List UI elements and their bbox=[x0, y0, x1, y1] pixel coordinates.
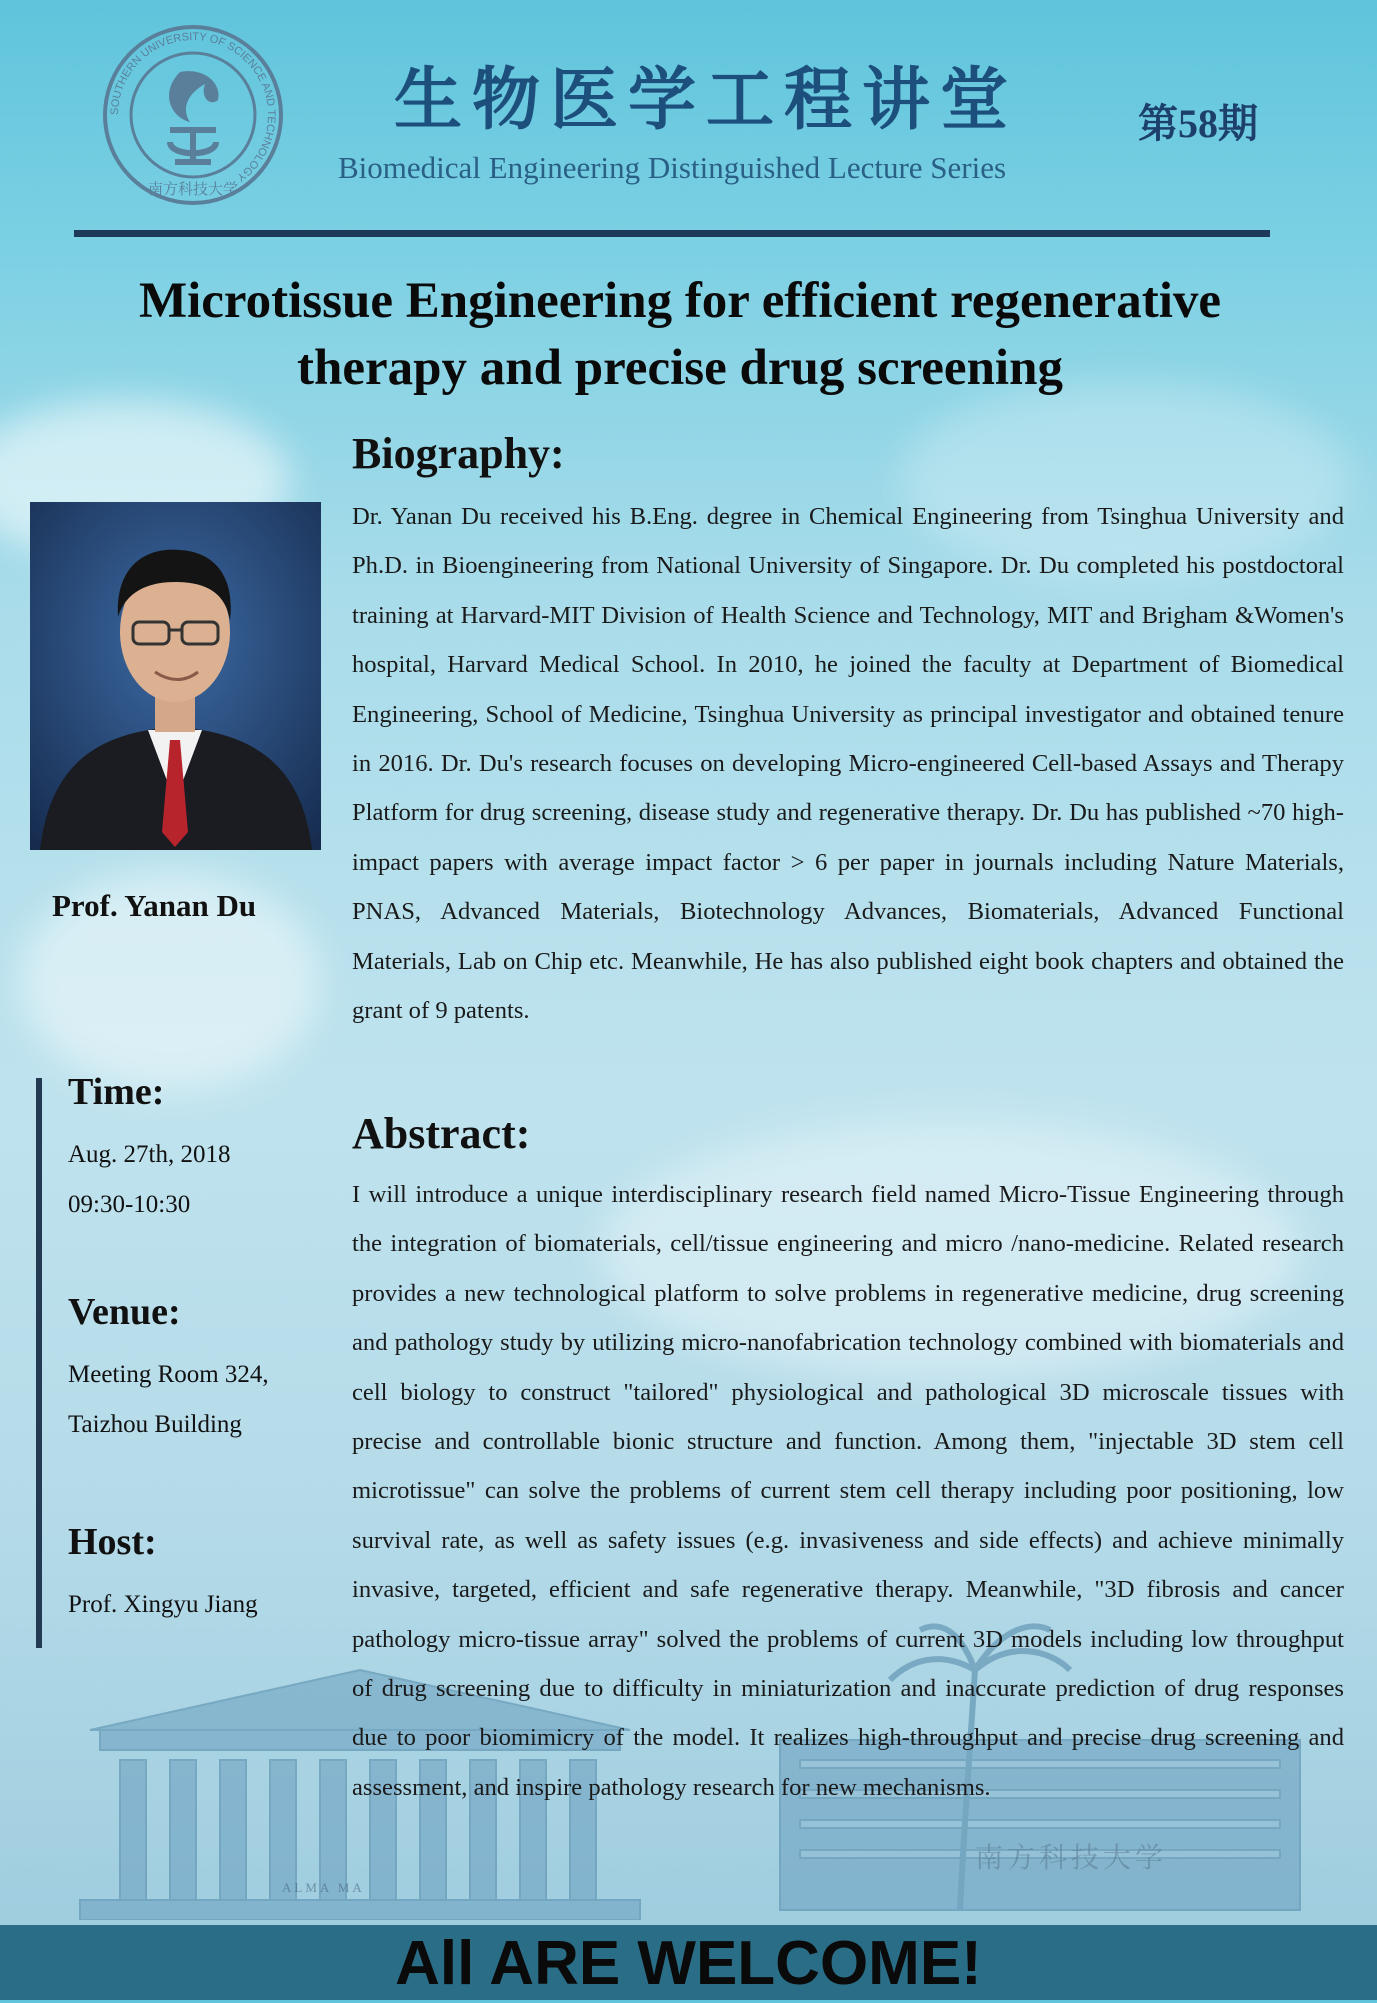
series-title-en: Biomedical Engineering Distinguished Lecture Series bbox=[338, 150, 1007, 185]
time-label: Time: bbox=[68, 1071, 165, 1113]
speaker-name: Prof. Yanan Du bbox=[52, 888, 257, 923]
seal-ring-text: SOUTHERN UNIVERSITY OF SCIENCE AND TECHNOLOGY bbox=[108, 30, 278, 184]
talk-title-line1: Microtissue Engineering for efficient regenerative bbox=[138, 273, 1222, 329]
abstract-text: I will introduce a unique interdisciplinary research field named Micro-Tissue Engineering through the integration of biomaterials, cell/tissue engineering and micro /nano-medicine. Related research provides a new technological platform to solve problems in regenerative medicine, drug screening and pathology study by utilizing micro-nanofabrication technology combined with biomaterials and cell biology to construct "tailored" physiological and pathological 3D microscale tissues with precise and controllable bionic structure and function. Among them, "injectable 3D stem cell microtissue" can solve the problems of current stem cell therapy including poor positioning, low survival rate, as well as safety issues (e.g. invasiveness and side effects) and achieve minimally invasive, targeted, efficient and safe regenerative therapy. Meanwhile, "3D fibrosis and cancer pathology micro-tissue array" solved the problems of current 3D models including low throughput of drug screening due to difficulty in miniaturization and inaccurate prediction of drug responses due to poor biomimicry of the model. It realizes high-throughput and precise drug screening and assessment, and inspire pathology research for new mechanisms. bbox=[352, 1181, 1344, 1801]
abstract-heading: Abstract: bbox=[352, 1109, 531, 1158]
venue-line2: Taizhou Building bbox=[68, 1411, 242, 1438]
venue-line1: Meeting Room 324, bbox=[68, 1361, 269, 1388]
talk-title-line2: therapy and precise drug screening bbox=[297, 340, 1063, 396]
building-inscription: ALMA MA bbox=[282, 1880, 365, 1895]
speaker-portrait bbox=[30, 502, 321, 850]
biography-text: Dr. Yanan Du received his B.Eng. degree in Chemical Engineering from Tsinghua University and Ph.D. in Bioengineering from National University of Singapore. Dr. Du completed his postdoctoral training at Harvard-MIT Division of Health Science and Technology, MIT and Brigham &Women's hospital, Harvard Medical School. In 2010, he joined the faculty at Department of Biomedical Engineering, School of Medicine, Tsinghua University as principal investigator and obtained tenure in 2016. Dr. Du's research focuses on developing Micro-engineered Cell-based Assays and Therapy Platform for drug screening, disease study and regenerative therapy. Dr. Du has published ~70 high-impact papers with average impact factor > 6 per paper in journals including Nature Materials, PNAS, Advanced Materials, Biotechnology Advances, Biomaterials, Advanced Functional Materials, Lab on Chip etc. Meanwhile, He has also published eight book chapters and obtained the grant of 9 patents. bbox=[352, 503, 1344, 1025]
talk-title bbox=[40, 268, 1320, 402]
welcome-banner: All ARE WELCOME! bbox=[0, 1925, 1377, 2000]
biography-heading: Biography: bbox=[352, 429, 565, 478]
host-name: Prof. Xingyu Jiang bbox=[68, 1591, 258, 1618]
series-title-cn: 生物医学工程讲堂 bbox=[394, 60, 1019, 140]
issue-number: 第58期 bbox=[1138, 101, 1258, 146]
header-divider bbox=[74, 230, 1270, 237]
seal-cn-text: 南方科技大学 bbox=[147, 180, 239, 198]
host-label: Host: bbox=[68, 1521, 157, 1563]
watermark-cn: 南方科技大学 bbox=[975, 1841, 1168, 1874]
venue-label: Venue: bbox=[68, 1291, 181, 1333]
event-hours: 09:30-10:30 bbox=[68, 1191, 191, 1218]
details-accent-bar bbox=[36, 1078, 42, 1648]
event-date: Aug. 27th, 2018 bbox=[68, 1141, 231, 1168]
university-seal-icon bbox=[100, 22, 286, 208]
